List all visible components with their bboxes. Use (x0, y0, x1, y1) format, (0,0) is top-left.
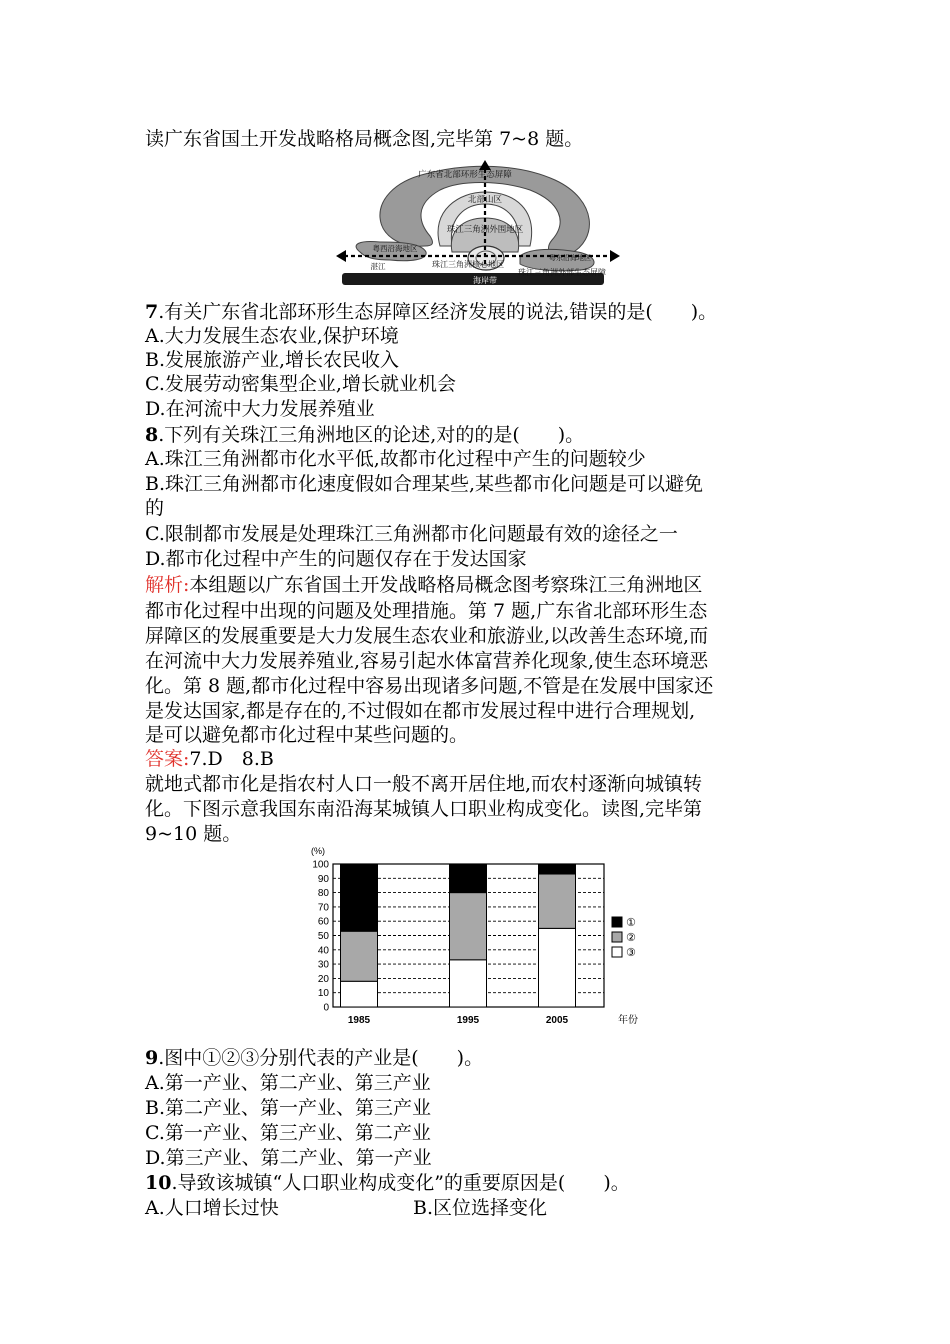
bar-segment (539, 928, 576, 1007)
analysis-line-6: 是发达国家,都是存在的,不过假如在都市发展过程中进行合理规划, (145, 700, 696, 722)
label-east-coast: 粤东沿海地区 (549, 255, 591, 262)
y-tick-label: 0 (323, 1002, 329, 1014)
analysis-line-1: 解析:本组题以广东省国土开发战略格局概念图考察珠江三角洲地区 (145, 574, 703, 596)
intro2-line-2: 化。下图示意我国东南沿海某城镇人口职业构成变化。读图,完毕第 (145, 798, 703, 820)
label-prd-core: 珠江三角洲核心地区 (432, 260, 504, 269)
y-tick-label: 100 (312, 859, 329, 871)
legend-label: ② (626, 932, 636, 944)
analysis-line-4: 在河流中大力发展养殖业,容易引起水体富营养化现象,使生态环境恶 (145, 650, 709, 672)
q7-option-b: B.发展旅游产业,增长农民收入 (145, 349, 400, 371)
x-tick-label: 1995 (456, 1015, 480, 1026)
intro-text: 读广东省国土开发战略格局概念图,完毕第 7~8 题。 (145, 128, 584, 150)
q9-option-b: B.第二产业、第一产业、第三产业 (145, 1097, 432, 1119)
q9-stem: 9.图中①②③分别代表的产业是( )。 (145, 1047, 484, 1069)
q10-option-a: A.人口增长过快 (145, 1197, 279, 1219)
y-tick-label: 90 (317, 873, 329, 885)
legend-swatch (612, 917, 622, 927)
legend-label: ③ (626, 947, 636, 959)
answer-line: 答案:7.D 8.B (145, 748, 274, 770)
label-north-screen: 广东省北部环形生态屏障 (418, 169, 512, 179)
analysis-line-3: 屏障区的发展重要是大力发展生态农业和旅游业,以改善生态环境,而 (145, 625, 709, 647)
q8-option-a: A.珠江三角洲都市化水平低,故都市化过程中产生的问题较少 (145, 448, 646, 470)
q8-option-b-cont: 的 (145, 497, 165, 519)
q8-option-c: C.限制都市发展是处理珠江三角洲都市化问题最有效的途径之一 (145, 523, 678, 545)
label-west-coast: 粤西沿海地区 (372, 244, 418, 253)
q8-option-b: B.珠江三角洲都市化速度假如合理某些,某些都市化问题是可以避免 (145, 473, 704, 495)
analysis-line-2: 都市化过程中出现的问题及处理措施。第 7 题,广东省北部环形生态 (145, 600, 708, 622)
intro2-line-3: 9~10 题。 (145, 823, 242, 845)
bar-segment (539, 864, 576, 874)
bar-segment (450, 864, 487, 893)
y-tick-label: 50 (317, 931, 329, 942)
label-prd-outer-screen: 珠江三角洲外部生态屏障 (518, 268, 606, 277)
bar-segment (539, 874, 576, 928)
y-tick-label: 70 (317, 902, 329, 914)
q9-option-d: D.第三产业、第二产业、第一产业 (145, 1147, 432, 1169)
legend-swatch (612, 947, 622, 957)
y-tick-label: 20 (317, 973, 329, 985)
analysis-label: 解析: (145, 574, 190, 596)
y-tick-label: 30 (317, 959, 329, 971)
q7-option-c: C.发展劳动密集型企业,增长就业机会 (145, 373, 456, 395)
q7-option-d: D.在河流中大力发展养殖业 (145, 398, 375, 420)
guangdong-diagram (330, 160, 620, 290)
label-zhanjiang: 湛江 (370, 262, 386, 271)
intro2-line-1: 就地式都市化是指农村人口一般不离开居住地,而农村逐渐向城镇转 (145, 773, 703, 795)
bar-segment (450, 960, 487, 1007)
y-tick-label: 60 (317, 916, 329, 928)
bar-segment (450, 893, 487, 960)
occupation-chart (296, 842, 646, 1030)
legend-swatch (612, 932, 622, 942)
y-tick-label: 40 (317, 945, 329, 957)
label-north-mountain: 北部山区 (467, 194, 503, 204)
q10-option-b: B.区位选择变化 (413, 1197, 548, 1219)
bar-segment (341, 931, 378, 981)
answer-label: 答案: (145, 748, 190, 770)
x-tick-label: 1985 (347, 1015, 371, 1026)
q10-stem: 10.导致该城镇“人口职业构成变化”的重要原因是( )。 (145, 1172, 630, 1194)
q8-stem: 8.下列有关珠江三角洲地区的论述,对的的是( )。 (145, 424, 585, 446)
label-prd-outer: 珠江三角洲外围地区 (446, 224, 524, 234)
legend-label: ① (626, 917, 636, 929)
q7-stem: 7.有关广东省北部环形生态屏障区经济发展的说法,错误的是( )。 (145, 301, 718, 323)
y-tick-label: 80 (317, 888, 329, 900)
bar-segment (341, 864, 378, 931)
q8-option-d: D.都市化过程中产生的问题仅存在于发达国家 (145, 548, 527, 570)
q9-option-c: C.第一产业、第三产业、第二产业 (145, 1122, 431, 1144)
q9-option-a: A.第一产业、第二产业、第三产业 (145, 1072, 431, 1094)
x-axis-label: 年份 (618, 1015, 638, 1026)
y-tick-label: 10 (317, 988, 329, 1000)
analysis-line-7: 是可以避免都市化过程中某些问题的。 (145, 724, 469, 746)
y-axis-label: (%) (311, 846, 325, 856)
q7-option-a: A.大力发展生态农业,保护环境 (145, 325, 399, 347)
label-coast-belt: 海岸带 (473, 276, 497, 285)
bar-segment (341, 981, 378, 1007)
analysis-line-5: 化。第 8 题,都市化过程中容易出现诸多问题,不管是在发展中国家还 (145, 675, 714, 697)
x-tick-label: 2005 (545, 1015, 569, 1026)
